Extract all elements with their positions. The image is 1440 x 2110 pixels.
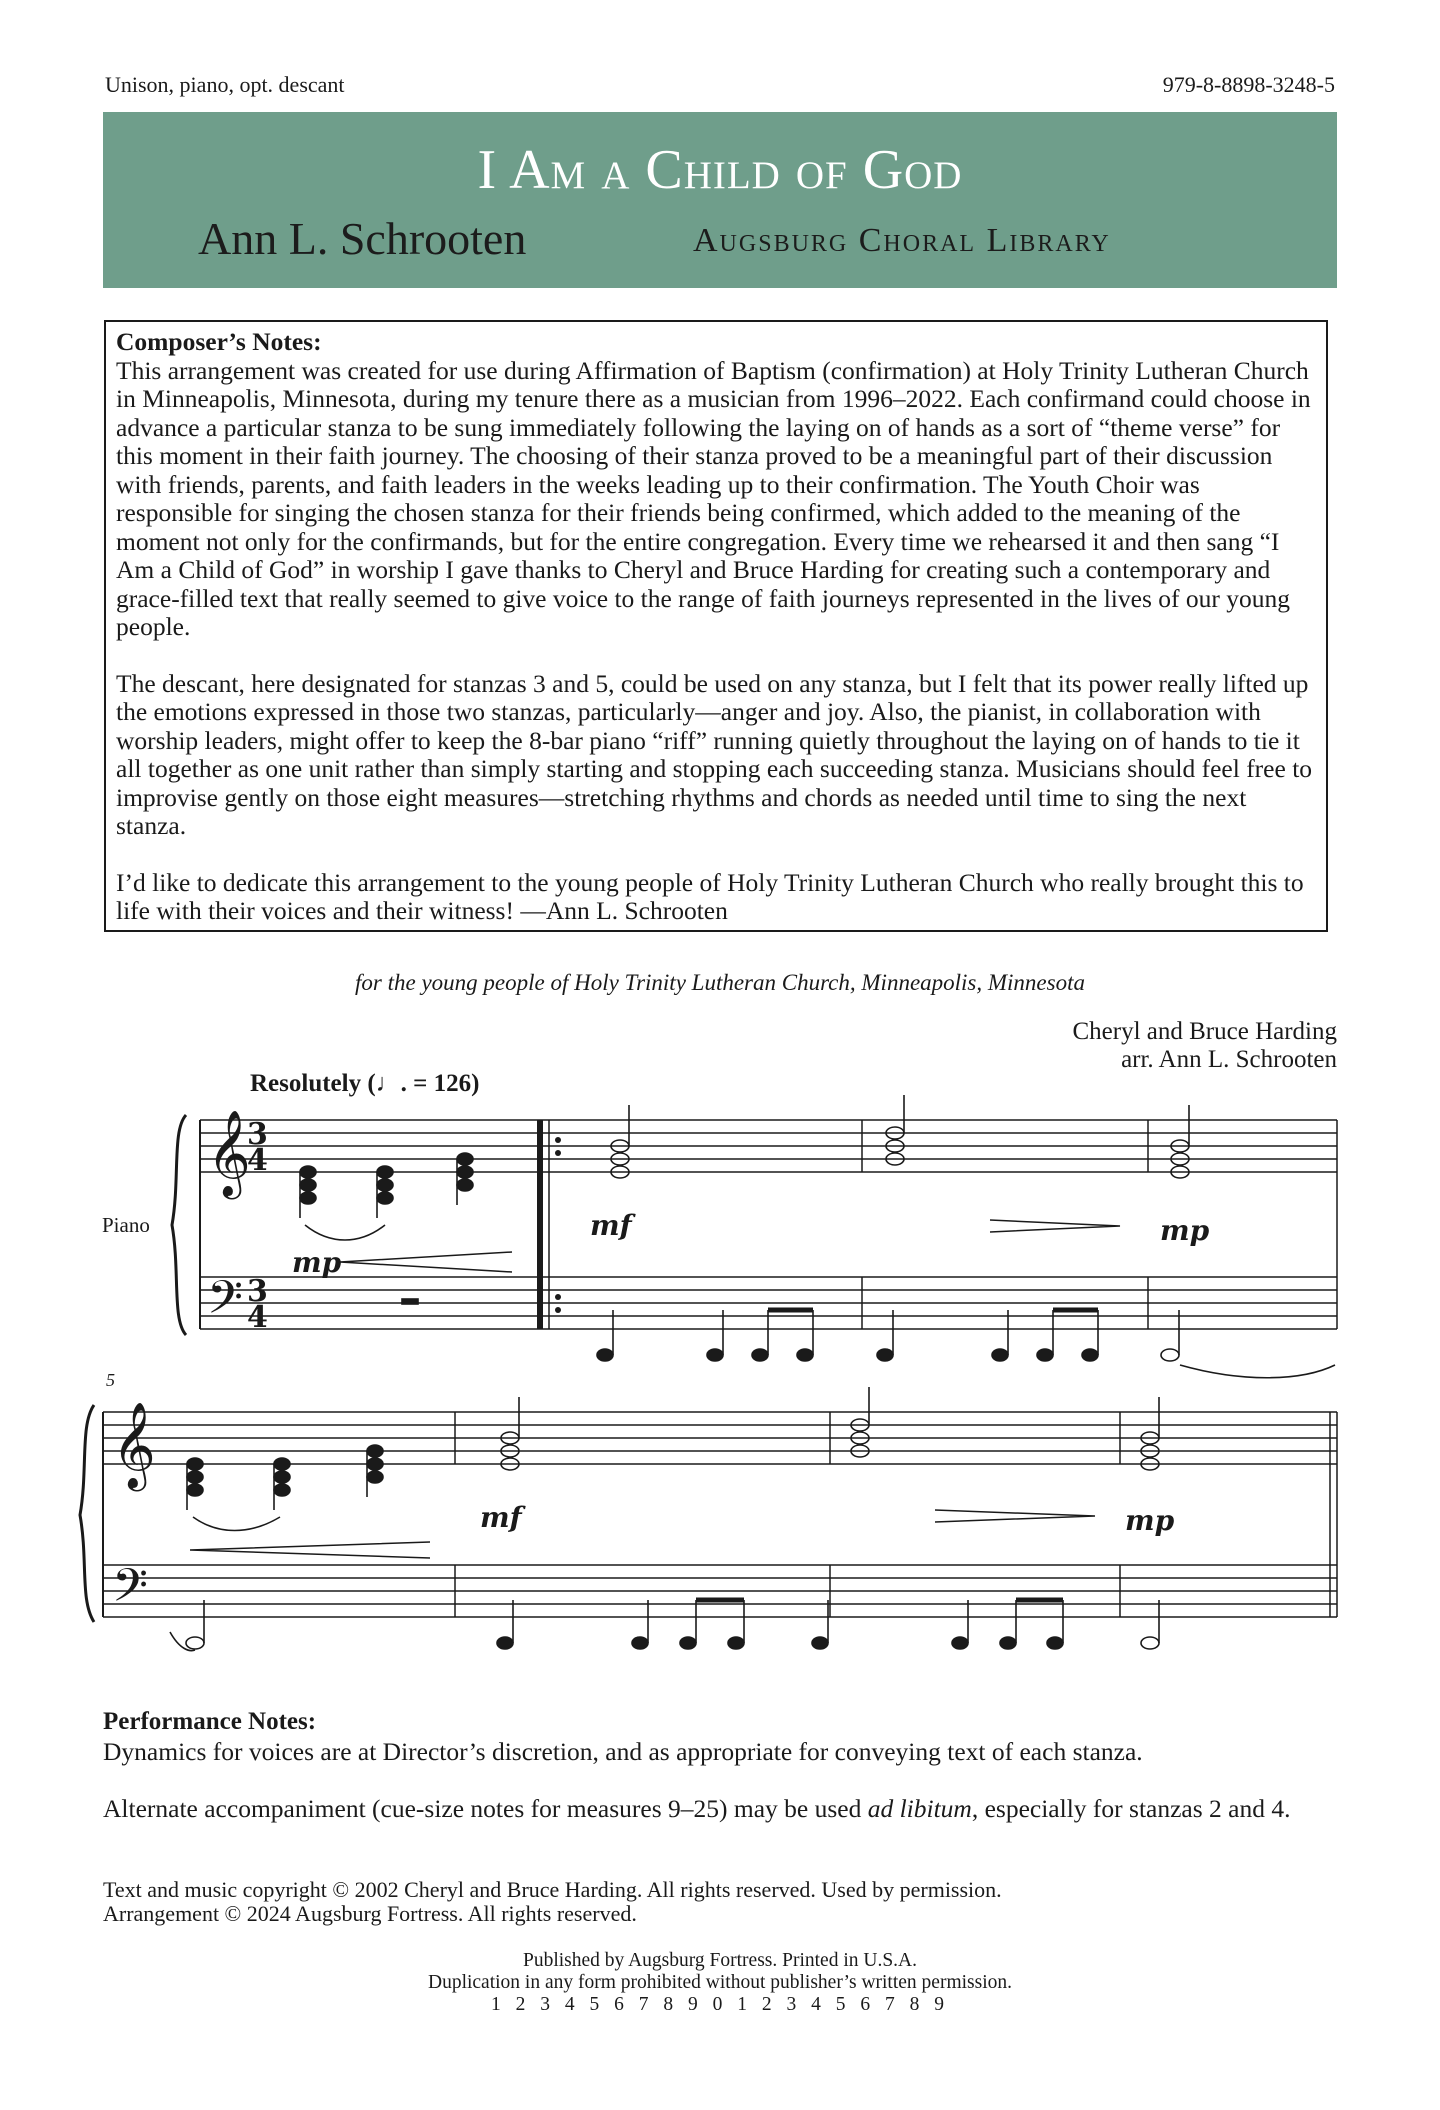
copyright-line: Text and music copyright © 2002 Cheryl and Bruce Harding. All rights reserved. Used by permission. — [103, 1877, 1002, 1902]
svg-text:mf: mf — [480, 1501, 522, 1534]
svg-text:3: 3 — [247, 1274, 268, 1309]
svg-text:4: 4 — [247, 1143, 268, 1178]
text-credit: Cheryl and Bruce Harding — [1072, 1018, 1337, 1045]
composer-notes-paragraph: This arrangement was created for use during Affirmation of Baptism (confirmation) at Holy Trinity Lutheran Church in Minneapolis, Minnesota, during my tenure there as a musician from 1996–2022. Each confirmand could choose in advance a particular stanza to be sung immediately following the laying on of hands as a sort of “theme verse” for this moment in their faith journey. The choosing of their stanza proved to be a meaningful part of their discussion with friends, parents, and faith leaders in the weeks leading up to their confirmation. The Youth Choir was responsible for singing the chosen stanza for their friends being confirmed, which added to the meaning of the moment not only for the confirmands, but for the entire congregation. Every time we rehearsed it and then sang “I Am a Child of God” in worship I gave thanks to Cheryl and Bruce Harding for creating such a contemporary and grace-filled text that really seemed to give voice to the range of faith journeys represented in the lives of our young people. — [116, 355, 1311, 641]
system-2-staff-lines — [103, 1412, 1337, 1617]
bass-notes-system-1 — [402, 1299, 1335, 1378]
treble-chords-system-1 — [300, 1095, 1189, 1240]
system-1-staff-lines — [200, 1120, 1337, 1329]
svg-text:𝄞: 𝄞 — [207, 1110, 251, 1196]
publisher-line: Duplication in any form prohibited without publisher’s written permission. — [427, 1972, 1013, 1993]
copyright-line: Arrangement © 2024 Augsburg Fortress. All rights reserved. — [103, 1901, 637, 1926]
performance-note: Dynamics for voices are at Director’s discretion, and as appropriate for conveying text of each stanza. — [103, 1737, 1143, 1766]
svg-text:𝄢: 𝄢 — [207, 1271, 244, 1336]
svg-text:4: 4 — [247, 1300, 268, 1335]
performance-note: Alternate accompaniment (cue-size notes for measures 9–25) may be used ad libitum, especially for stanzas 2 and 4. — [103, 1794, 1291, 1823]
voicing-label: Unison, piano, opt. descant — [105, 72, 345, 97]
instrument-label: Piano — [102, 1213, 150, 1237]
clefs — [112, 1110, 251, 1624]
bass-notes-system-2 — [170, 1600, 1159, 1651]
title-banner — [103, 112, 1337, 288]
svg-text:mp: mp — [292, 1246, 342, 1279]
print-line: 1 2 3 4 5 6 7 8 9 0 1 2 3 4 5 6 7 8 9 — [491, 1994, 949, 2015]
svg-text:mp: mp — [1160, 1214, 1210, 1247]
composer-notes-paragraph: I’d like to dedicate this arrangement to the young people of Holy Trinity Lutheran Church who really brought this to life with their voices and their witness! —Ann L. Schrooten — [116, 867, 1304, 925]
composer-notes-heading: Composer’s Notes: — [116, 327, 322, 356]
hairpins — [190, 1220, 1120, 1558]
library-name: Augsburg Choral Library — [693, 222, 1111, 259]
system-2-brace — [80, 1405, 94, 1622]
dedication: for the young people of Holy Trinity Lutheran Church, Minneapolis, Minnesota — [355, 970, 1085, 995]
arranger-credit: arr. Ann L. Schrooten — [1121, 1046, 1337, 1073]
credits — [1072, 1018, 1337, 1074]
svg-text:3: 3 — [247, 1117, 268, 1152]
time-signature — [247, 1117, 268, 1335]
system-1-brace — [172, 1115, 186, 1335]
composer-notes-paragraph: The descant, here designated for stanzas 3 and 5, could be used on any stanza, but I felt that its power really lifted up the emotions expressed in those two stanzas, particularly—anger and joy. Also, the pianist, in collaboration with worship leaders, might offer to keep the 8-bar piano “riff” running quietly throughout the laying on of hands to tie it all together as one unit rather than simply starting and stopping each succeeding stanza. Musicians should feel free to improvise gently on those eight measures—stretching rhythms and chords as needed until time to sing the next stanza. — [116, 668, 1313, 840]
composer-name: Ann L. Schrooten — [198, 213, 527, 264]
repeat-dots — [555, 1137, 561, 1313]
svg-text:mp: mp — [1125, 1504, 1175, 1537]
svg-text:mf: mf — [590, 1209, 632, 1242]
tempo-marking: Resolutely (♩. = 126) — [250, 1070, 480, 1097]
performance-notes-heading: Performance Notes: — [103, 1708, 317, 1735]
measure-number: 5 — [106, 1370, 115, 1390]
treble-chords-system-2 — [187, 1387, 1159, 1531]
isbn-label: 979-8-8898-3248-5 — [1162, 72, 1335, 97]
composer-notes-box — [104, 320, 1328, 932]
svg-text:𝄢: 𝄢 — [112, 1559, 149, 1624]
page-title: I Am a Child of God — [477, 139, 963, 201]
dynamic-markings — [292, 1209, 1210, 1537]
svg-text:𝄞: 𝄞 — [112, 1402, 156, 1488]
publisher-line: Published by Augsburg Fortress. Printed in U.S.A. — [523, 1950, 917, 1971]
